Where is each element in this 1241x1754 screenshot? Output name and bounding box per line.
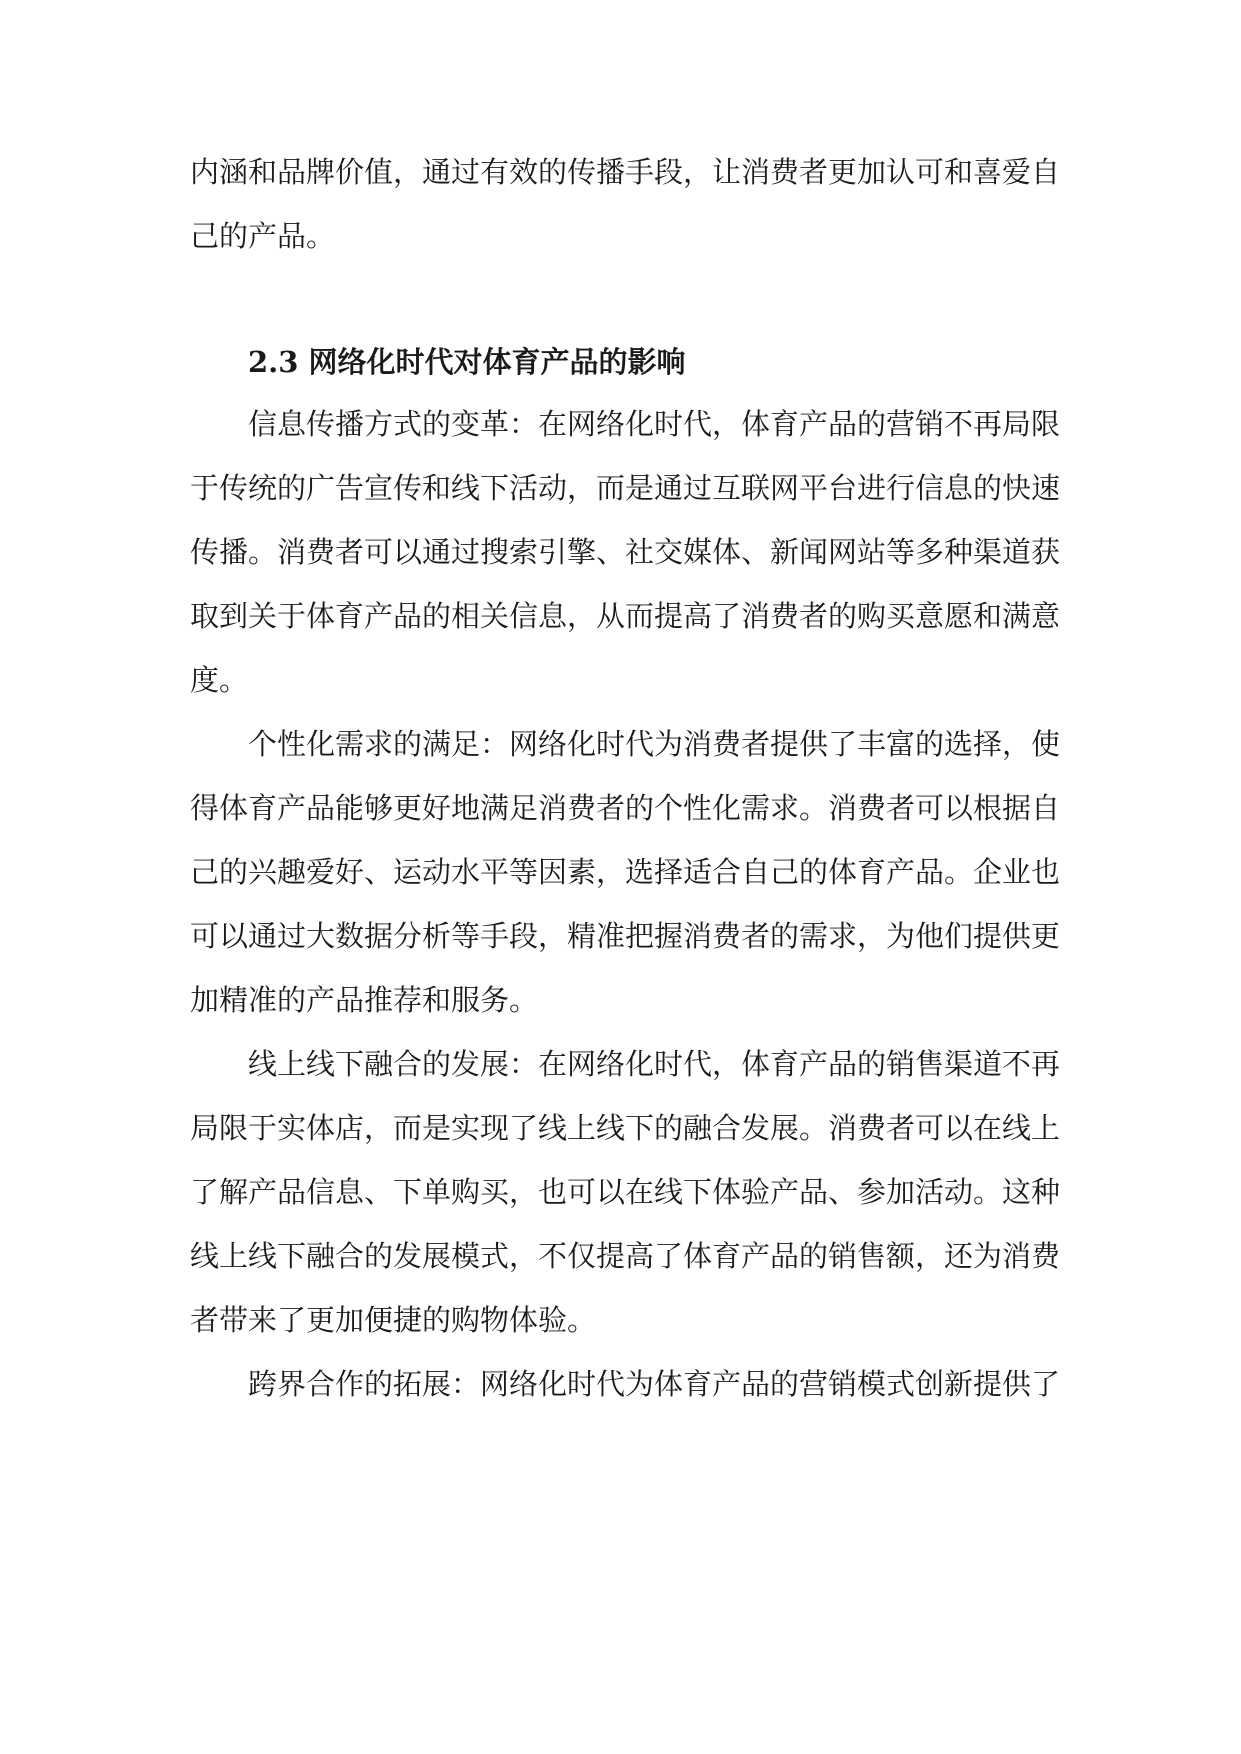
paragraph-1-line-1: 信息传播方式的变革：在网络化时代，体育产品的营销不再局限 <box>248 407 1061 441</box>
paragraph-2-line-5: 加精准的产品推荐和服务。 <box>190 983 539 1017</box>
paragraph-1-line-2: 于传统的广告宣传和线下活动，而是通过互联网平台进行信息的快速 <box>190 471 1061 505</box>
paragraph-3-line-2: 局限于实体店，而是实现了线上线下的融合发展。消费者可以在线上 <box>190 1111 1061 1145</box>
spacer <box>190 268 1050 332</box>
intro-line-2: 己的产品。 <box>190 219 336 253</box>
paragraph-3-line-3: 了解产品信息、下单购买，也可以在线下体验产品、参加活动。这种 <box>190 1175 1061 1209</box>
intro-line-1: 内涵和品牌价值，通过有效的传播手段，让消费者更加认可和喜爱自 <box>190 155 1061 189</box>
page-content <box>190 140 1061 1416</box>
paragraph-2-line-3: 己的兴趣爱好、运动水平等因素，选择适合自己的体育产品。企业也 <box>190 855 1061 889</box>
paragraph-3-line-4: 线上线下融合的发展模式，不仅提高了体育产品的销售额，还为消费 <box>190 1239 1061 1273</box>
paragraph-1-line-5: 度。 <box>190 663 249 697</box>
paragraph-1-line-3: 传播。消费者可以通过搜索引擎、社交媒体、新闻网站等多种渠道获 <box>190 535 1061 569</box>
paragraph-3-line-5: 者带来了更加便捷的购物体验。 <box>190 1303 597 1337</box>
section-heading: 2.3 网络化时代对体育产品的影响 <box>248 345 686 379</box>
paragraph-2-line-2: 得体育产品能够更好地满足消费者的个性化需求。消费者可以根据自 <box>190 791 1061 825</box>
paragraph-2-line-1: 个性化需求的满足：网络化时代为消费者提供了丰富的选择，使 <box>248 727 1061 761</box>
paragraph-2-line-4: 可以通过大数据分析等手段，精准把握消费者的需求，为他们提供更 <box>190 919 1061 953</box>
paragraph-1-line-4: 取到关于体育产品的相关信息，从而提高了消费者的购买意愿和满意 <box>190 599 1061 633</box>
paragraph-4-line-1: 跨界合作的拓展：网络化时代为体育产品的营销模式创新提供了 <box>248 1367 1061 1401</box>
paragraph-3-line-1: 线上线下融合的发展：在网络化时代，体育产品的销售渠道不再 <box>248 1047 1061 1081</box>
